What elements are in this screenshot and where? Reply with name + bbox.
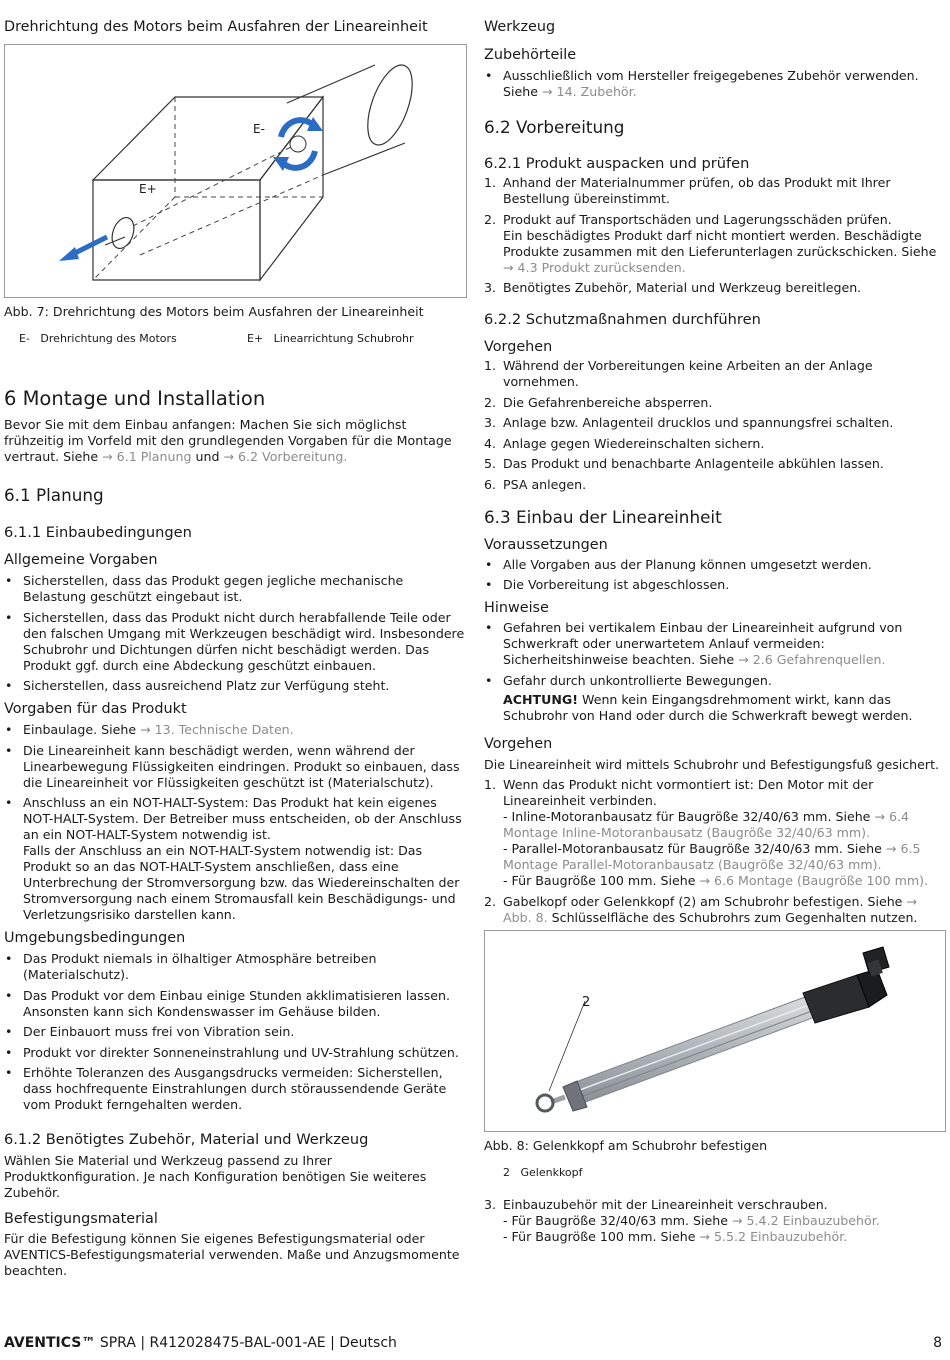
zubehoerteile-title: Zubehörteile: [484, 47, 577, 63]
fig7-legend-item: E+ Linearrichtung Schubrohr: [247, 332, 414, 345]
list-item: • Einbaulage. Siehe → 13. Technische Daten.: [4, 722, 466, 738]
fig7-caption: Abb. 7: Drehrichtung des Motors beim Ausfahren der Lineareinheit: [4, 304, 424, 319]
fig7-figure: [4, 44, 467, 298]
allgemeine-vorgaben-list: [4, 573, 466, 694]
zubehoerteile-list: [484, 68, 944, 100]
section-6-2-title: 6.2 Vorbereitung: [484, 117, 625, 137]
vorgehen2-title: Vorgehen: [484, 736, 553, 752]
werkzeug-title: Werkzeug: [484, 19, 556, 35]
list-item: • Das Produkt vor dem Einbau einige Stunden akklimatisieren lassen. Ansonsten kann sich Kondenswasser im Gehäuse bilden.: [4, 988, 466, 1020]
list-item: 5. Das Produkt und benachbarte Anlagenteile abkühlen lassen.: [484, 456, 884, 471]
voraussetzungen-title: Voraussetzungen: [484, 536, 608, 553]
einbau-steps-cont: [484, 1197, 944, 1245]
schutzmassnahmen-steps: [484, 358, 944, 493]
fig7-label-eplus: E+: [139, 182, 157, 196]
fig8-callout-label: 2: [582, 995, 591, 1010]
vorgehen-title: Vorgehen: [484, 339, 553, 355]
list-item: • Die Lineareinheit kann beschädigt werden, wenn während der Linearbewegung Flüssigkeiten eindringen. Produkt so einbauen, dass die Lineareinheit vor Flüssigkeiten geschützt ist (Materialschutz).: [4, 743, 466, 791]
list-item: • Produkt vor direkter Sonneneinstrahlung und UV-Strahlung schützen.: [4, 1045, 466, 1061]
linear-direction-arrow-icon: [59, 237, 107, 261]
vorgehen2-intro: Die Lineareinheit wird mittels Schubrohr und Befestigungsfuß gesichert.: [484, 757, 940, 772]
linear-unit-diagram: [5, 45, 466, 297]
befestigungsmaterial-text: Für die Befestigung können Sie eigenes Befestigungsmaterial oder AVENTICS-Befestigungsmaterial verwenden. Maße und Anzugsmomente beachten.: [4, 1231, 460, 1278]
section-6-intro: Bevor Sie mit dem Einbau anfangen: Machen Sie sich möglichst frühzeitig im Vorfeld mit den grundlegenden Vorgaben für die Montage vertraut. Siehe → 6.1 Planung und → 6.2 Vorbereitung.: [4, 417, 452, 464]
list-item: • Gefahr durch unkontrollierte Bewegungen.: [484, 673, 944, 689]
fig7-heading: Drehrichtung des Motors beim Ausfahren der Lineareinheit: [4, 19, 428, 35]
fig8-caption: Abb. 8: Gelenkkopf am Schubrohr befestigen: [484, 1138, 768, 1153]
list-item: • Ausschließlich vom Hersteller freigegebenes Zubehör verwenden. Siehe → 14. Zubehör.: [484, 68, 944, 100]
xref-link[interactable]: → 5.4.2 Einbauzubehör.: [731, 1213, 880, 1228]
list-item: 3. Einbauzubehör mit der Lineareinheit verschrauben. - Für Baugröße 32/40/63 mm. Siehe → 5.4.2 Einbauzubehör. - Für Baugröße 100 mm. Siehe → 5.5.2 Einbauzubehör.: [484, 1197, 880, 1244]
footer-brand: AVENTICS™: [4, 1335, 96, 1351]
umgebungsbedingungen-title: Umgebungsbedingungen: [4, 930, 186, 946]
xref-link[interactable]: → 5.5.2 Einbauzubehör.: [699, 1229, 848, 1244]
list-item: • Anschluss an ein NOT-HALT-System: Das Produkt hat kein eigenes NOT-HALT-System. Der Betreiber muss entscheiden, ob der Anschluss an ein NOT-HALT-System notwendig ist. Falls der Anschluss an ein NOT-HALT-System notwendig ist: Das Produkt so an das NOT-HALT-System anschließen, dass eine Unterbrechung der Stromversorgung bzw. das Wiedereinschalten der Stromversorgung nach einem Stromausfall kein Beschädigungs- und Verletzungsrisiko darstellen kann.: [4, 795, 466, 923]
section-6-1-title: 6.1 Planung: [4, 485, 104, 505]
hinweise-title: Hinweise: [484, 600, 549, 616]
achtung-label: ACHTUNG!: [503, 692, 578, 707]
xref-link[interactable]: → 6.5 Montage Parallel-Motoranbausatz (Baugröße 32/40/63 mm).: [503, 841, 921, 872]
xref-link[interactable]: → 14. Zubehör.: [542, 84, 637, 99]
achtung-notice: ACHTUNG! Wenn kein Eingangsdrehmoment wirkt, kann das Schubrohr von Hand oder durch die Schwerkraft bewegt werden.: [503, 692, 913, 723]
xref-link[interactable]: → 2.6 Gefahrenquellen.: [738, 652, 886, 667]
section-6-2-2-title: 6.2.2 Schutzmaßnahmen durchführen: [484, 311, 761, 328]
section-6-1-2-title: 6.1.2 Benötigtes Zubehör, Material und Werkzeug: [4, 1131, 369, 1148]
fig7-label-eminus: E-: [253, 122, 265, 136]
list-item: 2. Gabelkopf oder Gelenkkopf (2) am Schubrohr befestigen. Siehe → Abb. 8. Schlüsselfläche des Schubrohrs zum Gegenhalten nutzen.: [484, 893, 918, 925]
xref-link[interactable]: → 6.2 Vorbereitung.: [223, 449, 348, 464]
befestigungsmaterial-title: Befestigungsmaterial: [4, 1211, 158, 1227]
section-6-title: 6 Montage und Installation: [4, 387, 266, 410]
list-item: 4. Anlage gegen Wiedereinschalten sichern.: [484, 435, 765, 451]
allgemeine-vorgaben-title: Allgemeine Vorgaben: [4, 552, 158, 568]
fig7-legend-item: E- Drehrichtung des Motors: [19, 332, 177, 345]
section-6-1-2-intro: Wählen Sie Material und Werkzeug passend zu Ihrer Produktkonfiguration. Je nach Konfiguration benötigen Sie weiteres Zubehör.: [4, 1153, 427, 1200]
right-column: [484, 18, 944, 1250]
voraussetzungen-list: [484, 557, 944, 594]
xref-link[interactable]: → 4.3 Produkt zurücksenden.: [503, 259, 686, 275]
list-item: 2. Produkt auf Transportschäden und Lagerungsschäden prüfen. Ein beschädigtes Produkt darf nicht montiert werden. Beschädigte Produkte zusammen mit den Lieferunterlagen zurückschicken. Siehe → 4.3 Produkt zurücksenden.: [484, 211, 937, 275]
fig8-figure: [484, 930, 946, 1132]
auspacken-steps: [484, 175, 944, 296]
section-6-2-1-title: 6.2.1 Produkt auspacken und prüfen: [484, 155, 750, 172]
hinweise-list: [484, 620, 944, 689]
left-column: [4, 18, 466, 1279]
list-item: 3. Benötigtes Zubehör, Material und Werkzeug bereitlegen.: [484, 280, 862, 295]
list-item: • Erhöhte Toleranzen des Ausgangsdrucks vermeiden: Sicherstellen, dass hochfrequente Einstrahlungen durch störaussendende Geräte vom Produkt ferngehalten werden.: [4, 1065, 466, 1113]
list-item: • Sicherstellen, dass ausreichend Platz zur Verfügung steht.: [4, 678, 466, 694]
list-item: • Alle Vorgaben aus der Planung können umgesetzt werden.: [484, 557, 944, 573]
section-6-3-title: 6.3 Einbau der Lineareinheit: [484, 506, 722, 527]
list-item: • Sicherstellen, dass das Produkt nicht durch herabfallende Teile oder den falschen Umgang mit Werkzeugen beschädigt wird. Insbesondere Schubrohr und Dichtungen dürfen nicht beschädigt werden. Das Produkt ggf. durch eine Abdeckung geschützt einbauen.: [4, 610, 466, 674]
list-item: • Die Vorbereitung ist abgeschlossen.: [484, 577, 944, 593]
footer-doc-info: SPRA | R412028475-BAL-001-AE | Deutsch: [95, 1335, 397, 1351]
xref-link[interactable]: → Abb. 8.: [503, 893, 918, 925]
fig8-legend: 2 Gelenkkopf: [503, 1166, 583, 1179]
list-item: 3. Anlage bzw. Anlagenteil drucklos und spannungsfrei schalten.: [484, 415, 894, 430]
xref-link[interactable]: → 13. Technische Daten.: [140, 722, 294, 737]
vorgaben-produkt-list: [4, 722, 466, 923]
list-item: • Gefahren bei vertikalem Einbau der Lineareinheit aufgrund von Schwerkraft oder unerwartetem Anlauf vermeiden: Sicherheitshinweise beachten. Siehe → 2.6 Gefahrenquellen.: [484, 620, 944, 668]
actuator-profile: [573, 997, 815, 1103]
motor-housing: [803, 975, 869, 1023]
list-item: • Der Einbauort muss frei von Vibration sein.: [4, 1024, 466, 1040]
list-item: 1. Anhand der Materialnummer prüfen, ob das Produkt mit Ihrer Bestellung übereinstimmt.: [484, 175, 891, 206]
list-item: 2. Die Gefahrenbereiche absperren.: [484, 394, 713, 410]
list-item: • Das Produkt niemals in ölhaltiger Atmosphäre betreiben (Materialschutz).: [4, 951, 466, 983]
list-item: 1. Während der Vorbereitungen keine Arbeiten an der Anlage vornehmen.: [484, 358, 873, 389]
section-6-1-1-title: 6.1.1 Einbaubedingungen: [4, 524, 192, 541]
list-item: 6. PSA anlegen.: [484, 476, 587, 492]
umgebungsbedingungen-list: [4, 951, 466, 1113]
page-number: 8: [933, 1335, 942, 1351]
linear-actuator-photo: [485, 931, 945, 1131]
list-item: 1. Wenn das Produkt nicht vormontiert ist: Den Motor mit der Lineareinheit verbinden. - Inline-Motoranbausatz für Baugröße 32/40/63 mm. Siehe → 6.4 Montage Inline-Motoranbausatz (Baugröße 32/40/63 mm). - Parallel-Motoranbausatz für Baugröße 32/40/63 mm. Siehe → 6.5 Montage Parallel-Motoranbausatz (Baugröße 32/40/63 mm). - Für Baugröße 100 mm. Siehe → 6.6 Montage (Baugröße 100 mm).: [484, 777, 929, 888]
xref-link[interactable]: → 6.4 Montage Inline-Motoranbausatz (Baugröße 32/40/63 mm).: [503, 809, 910, 840]
einbau-steps: [484, 777, 944, 926]
vorgaben-produkt-title: Vorgaben für das Produkt: [4, 701, 187, 717]
rod-end-joint: [537, 1095, 553, 1111]
xref-link[interactable]: → 6.1 Planung: [102, 449, 192, 464]
list-item: • Sicherstellen, dass das Produkt gegen jegliche mechanische Belastung geschützt eingebaut ist.: [4, 573, 466, 605]
xref-link[interactable]: → 6.6 Montage (Baugröße 100 mm).: [699, 873, 929, 888]
page-footer: [4, 1334, 946, 1352]
fig7-legend: [4, 332, 466, 346]
